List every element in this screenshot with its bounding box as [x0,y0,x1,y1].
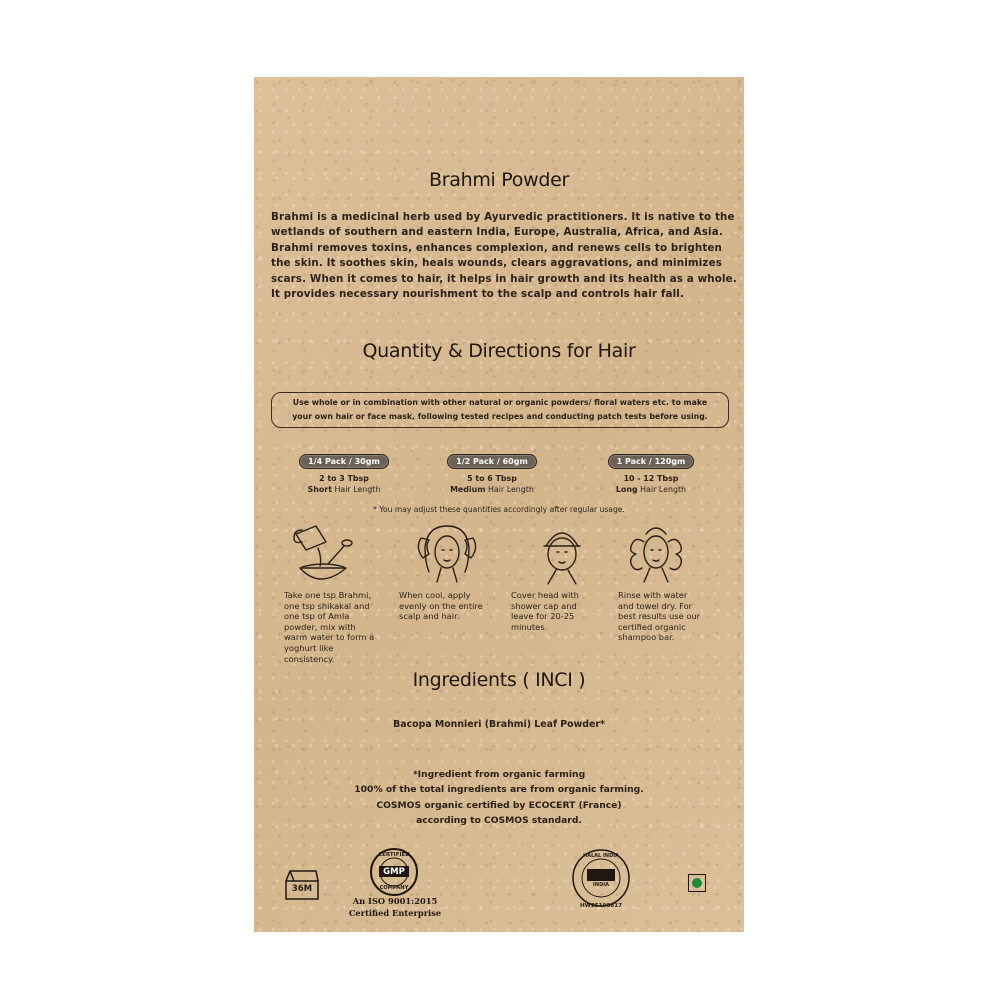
step-line: When cool, apply [399,590,471,600]
pack-hair-length [427,484,557,495]
step-line: minutes. [511,621,548,632]
step-line: one tsp of Amla [284,611,350,622]
description-line: It provides necessary nourishment to the scalp and controls hair fall. [271,288,685,301]
step-text-2 [399,590,499,622]
description-line: Brahmi is a medicinal herb used by Ayurvedic practitioners. It is native to the [271,211,735,223]
description-line: Brahmi removes toxins, enhances complexion, and renews cells to brighten [271,241,723,254]
usage-note-line: your own hair or face mask, following tested recipes and conducting patch tests before using. [292,412,708,421]
gmp-bottom-text: COMPANY [379,885,409,891]
step-line: leave for 20-25 [511,611,575,622]
footnote-line: 100% of the total ingredients are from organic farming. [354,784,644,796]
hair-length-type: Short [307,485,332,494]
description-line: scars. When it comes to hair, it helps in hair growth and its health as a whole. [271,272,737,285]
step-text-3 [511,590,611,632]
curly-hair-icon [616,520,696,590]
gmp-certified-logo [369,847,419,897]
footnote-line: according to COSMOS standard. [416,815,582,827]
usage-note-box [271,392,729,428]
description-line: the skin. It soothes skin, heals wounds, clears aggravations, and minimizes [271,257,722,270]
pack-quarter [279,454,409,495]
gmp-mid-text: GMP [383,866,405,877]
description-line: wetlands of southern and eastern India, Europe, Australia, Africa, and Asia. [271,226,723,239]
step-line: Cover head with [511,590,579,600]
product-label-card [254,77,744,932]
organic-footnote [254,767,744,829]
mixing-bowl-icon [284,520,364,590]
product-title: Brahmi Powder [429,169,569,191]
pack-amount: 5 to 6 Tbsp [467,474,517,483]
pack-size-badge: 1/4 Pack / 30gm [299,454,389,469]
veg-mark-icon [688,874,706,892]
iso-line: An ISO 9001:2015 [352,896,438,906]
pack-amount: 10 - 12 Tbsp [623,474,679,483]
step-text-4 [618,590,718,643]
shelf-life-icon [282,867,322,903]
shelf-life-label: 36M [291,884,313,894]
quantity-adjust-note: * You may adjust these quantities accordingly after regular usage. [373,505,625,514]
footnote-line: COSMOS organic certified by ECOCERT (France) [376,799,622,811]
usage-note-line: Use whole or in combination with other natural or organic powders/ floral waters etc. to make [292,398,708,407]
pack-hair-length [586,484,716,495]
pack-amount: 2 to 3 Tbsp [319,474,369,483]
step-text-1 [284,590,384,664]
hair-length-suffix: Hair Length [637,485,687,494]
step-line: consistency. [284,653,335,664]
step-line: evenly on the entire [399,600,483,611]
veg-mark-dot [692,878,702,888]
iso-line: Certified Enterprise [348,908,442,918]
step-line: Rinse with water [618,590,688,600]
pack-hair-length [279,484,409,495]
step-line: one tsp shikakai and [284,600,370,611]
step-line: powder, mix with [284,621,356,632]
ingredient-item: Bacopa Monnieri (Brahmi) Leaf Powder* [393,719,605,730]
step-line: yoghurt like [284,642,334,653]
step-line: warm water to form a [284,632,375,643]
pack-size-badge: 1 Pack / 120gm [608,454,695,469]
halal-code-text: HW25190817 [580,903,622,909]
product-description [271,210,737,302]
apply-hair-icon [407,520,487,590]
iso-certification-text [345,895,445,919]
step-line: scalp and hair. [399,611,460,622]
pack-half [427,454,557,495]
step-line: shower cap and [511,600,577,611]
step-line: Take one tsp Brahmi, [284,590,372,600]
step-line: best results use our [618,611,701,622]
shower-cap-icon [522,520,602,590]
pack-full [586,454,716,495]
halal-mid-text: INDIA [593,882,609,888]
gmp-top-text: CERTIFIED [378,852,410,858]
step-line: certified organic [618,621,686,632]
footnote-line: *Ingredient from organic farming [412,769,586,780]
hair-length-suffix: Hair Length [485,485,534,494]
directions-title: Quantity & Directions for Hair [362,340,636,362]
halal-top-text: HALAL INDIA [583,853,619,859]
step-line: and towel dry. For [618,600,693,611]
hair-length-type: Long [615,485,638,494]
ingredients-title: Ingredients ( INCI ) [412,669,586,691]
pack-size-badge: 1/2 Pack / 60gm [447,454,537,469]
hair-length-type: Medium [450,485,486,494]
step-line: shampoo bar. [618,632,675,643]
halal-india-logo [570,847,632,913]
hair-length-suffix: Hair Length [331,485,381,494]
